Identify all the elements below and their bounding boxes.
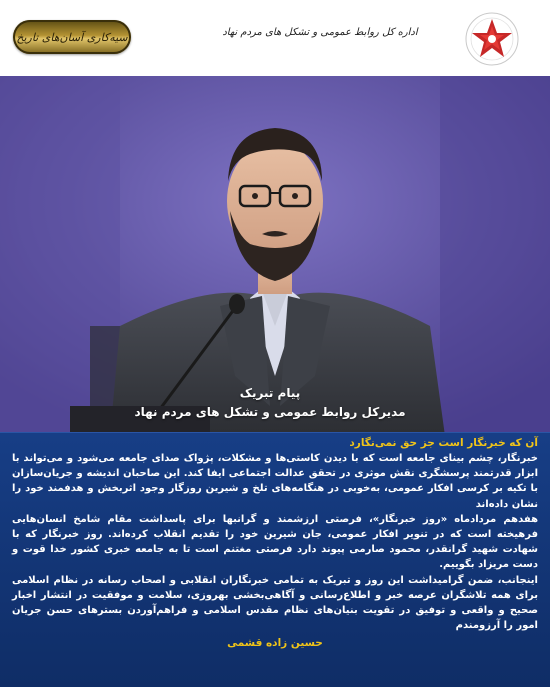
badge-text: سیه‌کاری آسان‌های تاریخ <box>16 30 128 44</box>
official-portrait-photo <box>0 76 550 436</box>
organization-name: اداره کل روابط عمومی و تشکل های مردم نهاد <box>222 27 418 38</box>
page-header <box>0 0 550 76</box>
message-paragraph-1: خبرنگار، چشم بینای جامعه است که با دیدن کاستی‌ها و مشکلات، پژواک صدای جامعه می‌شود و می‌تواند با ابزار قدرتمند پرسشگری نقش موثری در تحقق عدالت اجتماعی ایفا کند. این صاحبان اندیشه و جریان‌سازان با تکیه بر کرسی افکار عمومی، به‌خوبی در هنگامه‌های تلخ و شیرین روزگار وجود اثربخش و هدفمند خود را نشان داده‌اند <box>12 453 538 510</box>
message-panel <box>0 432 550 687</box>
organization-logo-icon <box>462 10 522 68</box>
message-paragraph-3: اینجانب، ضمن گرامیداشت این روز و تبریک به تمامی خبرنگاران انقلابی و اصحاب رسانه در نظام اسلامی برای همه تلاشگران عرصه خبر و اطلاع‌رسانی و آگاهی‌بخشی بهروزی، سلامت و موفقیت در انتشار اخبار صحیح و واقعی و توفیق در تقویت بنیان‌های نظام مقدس اسلامی و فراهم‌آوردن بسترهای حسن جریان امور را آرزومندم <box>12 574 538 632</box>
gold-banner-badge <box>13 20 131 54</box>
message-paragraph-2: هفدهم مردادماه «روز خبرنگار»، فرصتی ارزشمند و گرانبها برای پاسداشت مقام شامخ انسان‌هایی فرهیخته است که در تنویر افکار عمومی، جان شیرین خود را تقدیم انقلاب کرده‌اند. روز خبرنگار که با شهادت شهید گرانقدر، محمود صارمی پیوند دارد فرصتی مغتنم است تا به جامعه خبری کشور خدا قوت و دست مریزاد بگوییم. <box>12 513 538 571</box>
portrait-illustration <box>0 76 550 436</box>
caption-subtitle: مدیرکل روابط عمومی و تشکل های مردم نهاد <box>134 405 406 419</box>
caption-title: پیام تبریک <box>239 386 301 400</box>
message-signature: حسین زاده قشمی <box>227 637 323 650</box>
message-headline: آن که خبرنگار است جز حق نمی‌نگارد <box>349 437 538 449</box>
